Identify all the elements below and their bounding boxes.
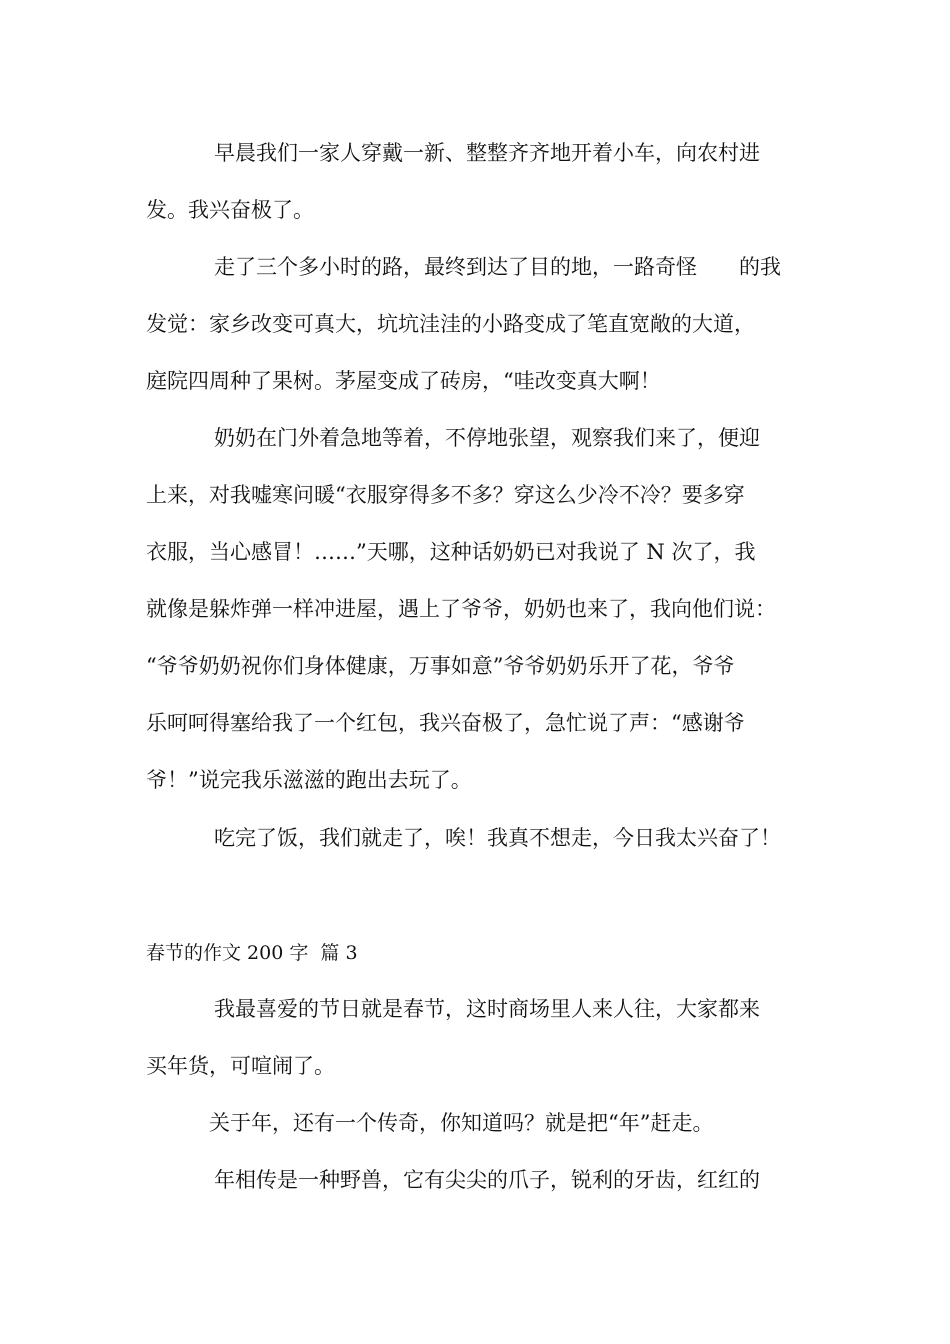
paragraph-line: 衣服，当心感冒！……”天哪，这种话奶奶已对我说了 N 次了，我 xyxy=(146,540,756,564)
paragraph-line: 奶奶在门外着急地等着，不停地张望，观察我们来了，便迎 xyxy=(214,426,760,450)
paragraph-line: 爷！”说完我乐滋滋的跑出去玩了。 xyxy=(146,768,472,792)
paragraph-line: 就像是躲炸弹一样冲进屋，遇上了爷爷，奶奶也来了，我向他们说： xyxy=(146,597,776,621)
paragraph-line: 买年货，可喧闹了。 xyxy=(146,1054,335,1078)
paragraph-line: 年相传是一种野兽，它有尖尖的爪子，锐利的牙齿，红红的 xyxy=(214,1168,760,1192)
paragraph-line: 早晨我们一家人穿戴一新、整整齐齐地开着小车，向农村进 xyxy=(214,141,760,165)
paragraph-line: 我最喜爱的节日就是春节，这时商场里人来人往，大家都来 xyxy=(214,997,760,1021)
paragraph-line: 吃完了饭，我们就走了，唉！我真不想走，今日我太兴奋了！ xyxy=(214,826,781,850)
section-heading: 春节的作文 200 字 篇 3 xyxy=(146,942,358,964)
paragraph-line: 上来，对我嘘寒问暖“衣服穿得多不多？穿这么少冷不冷？要多穿 xyxy=(146,483,745,507)
paragraph-line: 走了三个多小时的路，最终到达了目的地，一路奇怪 的我 xyxy=(214,255,781,279)
paragraph-line: “爷爷奶奶祝你们身体健康，万事如意”爷爷奶奶乐开了花，爷爷 xyxy=(146,654,735,678)
paragraph-line: 庭院四周种了果树。茅屋变成了砖房，“哇改变真大啊！ xyxy=(146,369,661,393)
paragraph-line: 发。我兴奋极了。 xyxy=(146,198,314,222)
paragraph-line: 乐呵呵得塞给我了一个红包，我兴奋极了，急忙说了声：“感谢爷 xyxy=(146,711,745,735)
paragraph-line: 关于年，还有一个传奇，你知道吗？就是把“年”赶走。 xyxy=(209,1111,714,1135)
paragraph-line: 发觉：家乡改变可真大，坑坑洼洼的小路变成了笔直宽敞的大道， xyxy=(146,312,755,336)
